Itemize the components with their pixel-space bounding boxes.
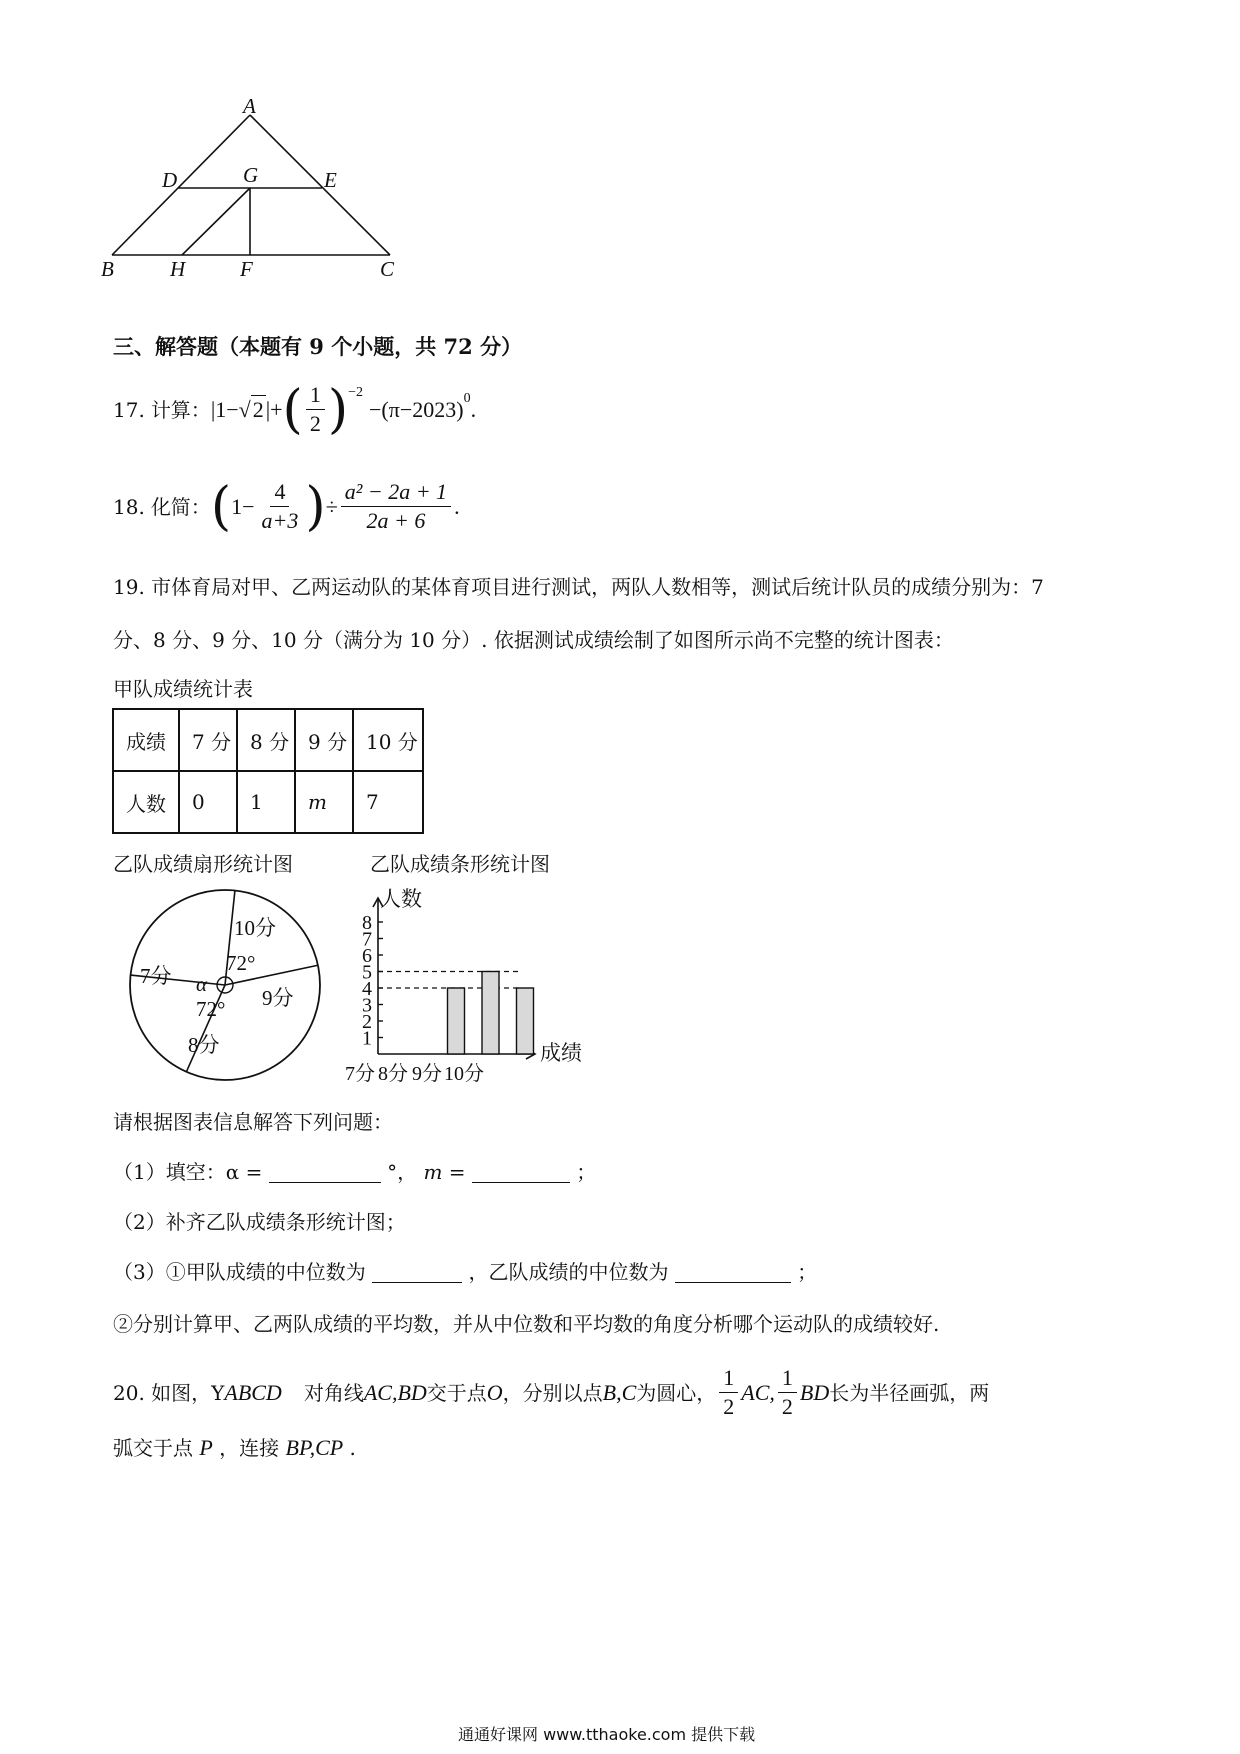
bar-8分 <box>448 988 465 1054</box>
q19-sub1 <box>113 1158 596 1186</box>
q20-radius-text: 长为半径画弧，两 <box>829 1380 990 1405</box>
sub3a-label: （3）①甲队成绩的中位数为 <box>113 1260 366 1284</box>
bar-y-axis-label: 人数 <box>380 887 422 911</box>
question-20-line2 <box>113 1434 356 1462</box>
pie-slice-label-7: 7分 <box>140 964 172 988</box>
table-cell: 1 <box>237 771 295 833</box>
side-ab <box>112 115 250 255</box>
q20-bpcp: BP,CP <box>285 1435 344 1460</box>
table-header-cell: 7 分 <box>179 709 237 771</box>
q20-half-1-den: 2 <box>723 1394 735 1419</box>
q19-line1: 19. 市体育局对甲、乙两运动队的某体育项目进行测试，两队人数相等，测试后统计队员的成绩分别为：7 <box>113 575 1044 599</box>
q18-fraction-2 <box>341 480 451 533</box>
y-tick-label: 7 <box>362 928 372 951</box>
pie-slice-label-8: 8分 <box>188 1033 220 1057</box>
q20-acbd: AC,BD <box>363 1379 427 1405</box>
q17-frac-num: 1 <box>306 383 325 410</box>
label-f: F <box>240 257 253 281</box>
q19-sub2: （2）补齐乙队成绩条形统计图； <box>113 1210 406 1234</box>
q17-sqrt-arg: 2 <box>252 397 264 422</box>
q20-intersect-text: 交于点 <box>426 1380 487 1405</box>
q18-f1-num: 4 <box>270 480 289 507</box>
q20-half-1 <box>719 1366 738 1419</box>
pie-slice-label-10: 10分 <box>234 916 276 940</box>
q20-circle-text: 为圆心， <box>636 1380 717 1405</box>
q20-abcd: ABCD <box>224 1379 282 1405</box>
m-answer-blank[interactable] <box>472 1162 570 1183</box>
table-header-cell: 10 分 <box>353 709 423 771</box>
q20-bc: B,C <box>602 1379 637 1405</box>
q20-half-2-num: 1 <box>778 1366 797 1393</box>
label-a: A <box>243 94 256 118</box>
q18-f2-den: 2a + 6 <box>366 508 426 533</box>
table-cell: 0 <box>179 771 237 833</box>
y-tick-label: 4 <box>362 978 372 1000</box>
q18-end: . <box>454 493 460 519</box>
q18-paren-open: ( <box>210 476 232 537</box>
table-header-cell: 9 分 <box>295 709 353 771</box>
label-h: H <box>170 257 186 281</box>
sub1-m-label: m = <box>423 1160 466 1184</box>
table-cell: 7 <box>353 771 423 833</box>
pie-angle-72-top: 72° <box>226 951 256 975</box>
q17-sqrt <box>239 395 266 424</box>
footer-text: 通通好课网 www.tthaoke.com 提供下载 <box>458 1725 756 1744</box>
q17-exponent: −2 <box>348 385 364 400</box>
q17-fraction <box>306 383 325 436</box>
team-b-median-blank[interactable] <box>675 1262 791 1283</box>
section-title: 三、解答题（本题有 9 个小题，共 72 分） <box>113 334 523 359</box>
pie-chart <box>120 885 330 1085</box>
q19-table-title: 甲队成绩统计表 <box>113 677 253 701</box>
table-cell: 人数 <box>113 771 179 833</box>
q18-paren-close: ) <box>305 476 326 537</box>
q20-connect-text: ，连接 <box>219 1436 280 1460</box>
q20-p: P <box>199 1435 213 1460</box>
q18-f1-den: a+3 <box>261 508 299 533</box>
triangle-figure <box>100 95 440 315</box>
alpha-answer-blank[interactable] <box>269 1162 381 1183</box>
q17-number: 17. <box>113 397 145 422</box>
table-header-cell: 8 分 <box>237 709 295 771</box>
y-tick-label: 6 <box>362 945 372 967</box>
sub1-end: ； <box>576 1160 597 1184</box>
x-category-label: 7分 <box>345 1063 375 1085</box>
q20-end: . <box>349 1436 356 1460</box>
table-header-cell: 成绩 <box>113 709 179 771</box>
y-tick-label: 1 <box>362 1027 372 1050</box>
label-e: E <box>324 168 337 192</box>
y-tick-label: 5 <box>362 961 372 984</box>
bar-x-axis-label: 成绩 <box>540 1041 582 1065</box>
bar-chart-title: 乙队成绩条形统计图 <box>370 852 550 876</box>
q20-bd: BD <box>799 1379 830 1405</box>
pie-angle-alpha: α <box>196 972 208 996</box>
table-row <box>113 771 423 833</box>
q19-line2: 分、8 分、9 分、10 分（满分为 10 分）. 依据测试成绩绘制了如图所示尚不完整的统计图表： <box>113 628 954 652</box>
label-g: G <box>243 163 259 187</box>
segment-gh <box>182 188 250 255</box>
q18-f2-num: a² − 2a + 1 <box>341 480 451 507</box>
q18-divide: ÷ <box>325 493 338 519</box>
y-tick-label: 2 <box>362 1011 372 1033</box>
q20-half-1-num: 1 <box>719 1366 738 1393</box>
q18-one-minus: 1− <box>231 493 255 519</box>
q20-ac: AC, <box>741 1379 775 1405</box>
sub1-degree: °， <box>387 1160 418 1184</box>
sub3a-end: ； <box>797 1260 818 1284</box>
q19-sub3a <box>113 1258 817 1286</box>
q17-prompt: 计算： <box>150 397 211 422</box>
y-tick-label: 8 <box>362 912 372 934</box>
pie-angle-72-bottom: 72° <box>196 997 226 1021</box>
y-tick-label: 3 <box>362 994 372 1017</box>
q17-end: . <box>470 396 477 422</box>
q20-diag-text: 对角线 <box>303 1380 364 1405</box>
bar-chart <box>345 878 610 1103</box>
x-category-label: 10分 <box>444 1063 484 1085</box>
sub3a-mid: ，乙队成绩的中位数为 <box>468 1260 669 1284</box>
team-a-median-blank[interactable] <box>372 1262 462 1283</box>
q17-zero-exp: 0 <box>463 391 471 406</box>
label-b: B <box>101 257 114 281</box>
q17-paren-close: ) <box>327 379 349 440</box>
table-cell: m <box>295 771 353 833</box>
q19-instruction: 请根据图表信息解答下列问题： <box>113 1110 393 1134</box>
label-c: C <box>380 257 395 281</box>
q20-half-2-den: 2 <box>781 1394 793 1419</box>
label-d: D <box>162 168 178 192</box>
sub1-label: （1）填空：α = <box>113 1160 263 1184</box>
q20-center-text: ，分别以点 <box>502 1380 603 1405</box>
table-row <box>113 709 423 771</box>
q20-half-2 <box>778 1366 797 1419</box>
q20-intro: 20. 如图，Y <box>113 1380 225 1405</box>
q17-frac-den: 2 <box>309 411 321 436</box>
bar-9分 <box>482 972 499 1055</box>
q20-arc-text: 弧交于点 <box>113 1436 193 1460</box>
question-17 <box>113 379 477 440</box>
bar-10分 <box>517 988 534 1054</box>
question-18 <box>113 476 460 537</box>
q19-sub3b: ②分别计算甲、乙两队成绩的平均数，并从中位数和平均数的角度分析哪个运动队的成绩较好. <box>113 1312 940 1336</box>
q18-fraction-1 <box>258 480 303 533</box>
q17-paren-open: ( <box>282 379 303 440</box>
score-table <box>112 708 424 834</box>
sqrt-icon: √ <box>238 397 251 422</box>
q18-number: 18. <box>113 494 145 519</box>
q17-minus-term: −(π−2023) <box>369 396 464 422</box>
q17-abs-open: |1− <box>210 396 239 422</box>
side-ac <box>250 115 390 255</box>
q18-prompt: 化简： <box>150 494 211 519</box>
x-category-label: 8分 <box>378 1063 408 1085</box>
x-category-label: 9分 <box>412 1063 442 1085</box>
pie-slice-label-9: 9分 <box>262 986 294 1010</box>
q20-o: O <box>486 1379 503 1405</box>
question-20-line1 <box>113 1366 989 1419</box>
q17-abs-close: |+ <box>265 396 283 422</box>
pie-chart-title: 乙队成绩扇形统计图 <box>113 852 293 876</box>
